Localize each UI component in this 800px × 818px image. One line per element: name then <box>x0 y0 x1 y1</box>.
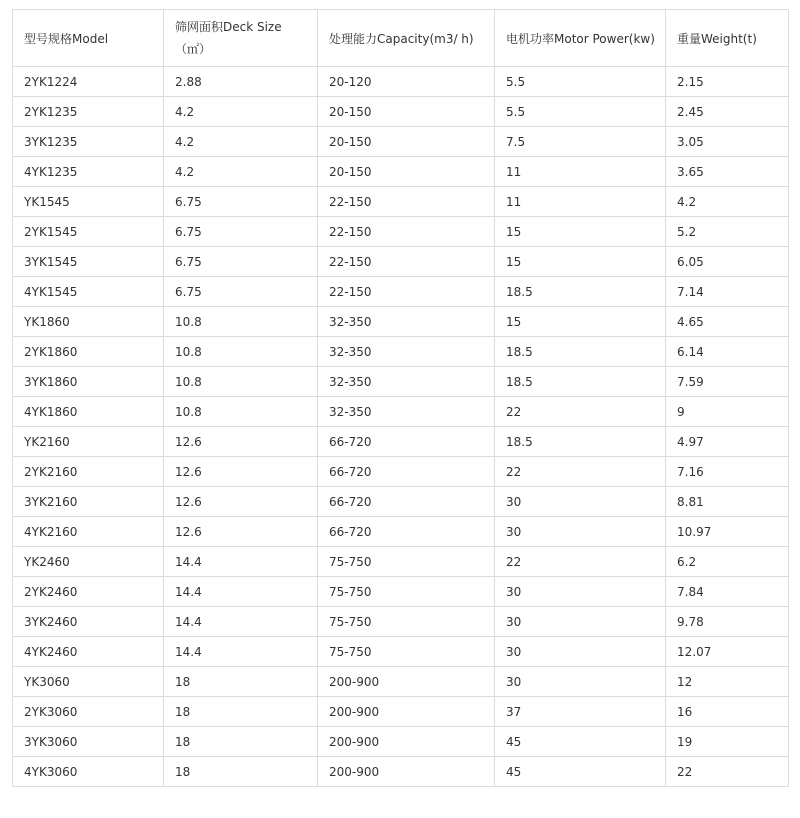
cell-motor-power: 15 <box>495 247 666 277</box>
cell-motor-power: 18.5 <box>495 367 666 397</box>
cell-deck-size: 6.75 <box>164 247 318 277</box>
cell-motor-power: 37 <box>495 697 666 727</box>
table-row <box>13 577 789 607</box>
cell-model: 2YK1224 <box>13 67 164 97</box>
cell-motor-power: 45 <box>495 727 666 757</box>
cell-motor-power: 15 <box>495 217 666 247</box>
cell-motor-power: 30 <box>495 577 666 607</box>
table-row <box>13 367 789 397</box>
cell-model: YK1860 <box>13 307 164 337</box>
cell-model: 4YK2160 <box>13 517 164 547</box>
cell-weight: 3.05 <box>666 127 789 157</box>
cell-weight: 9 <box>666 397 789 427</box>
cell-capacity: 200-900 <box>318 697 495 727</box>
cell-capacity: 66-720 <box>318 487 495 517</box>
cell-deck-size: 10.8 <box>164 337 318 367</box>
cell-motor-power: 5.5 <box>495 97 666 127</box>
cell-deck-size: 12.6 <box>164 487 318 517</box>
cell-weight: 7.59 <box>666 367 789 397</box>
cell-deck-size: 14.4 <box>164 637 318 667</box>
table-row <box>13 247 789 277</box>
cell-deck-size: 10.8 <box>164 307 318 337</box>
cell-model: 3YK1545 <box>13 247 164 277</box>
cell-model: 2YK2160 <box>13 457 164 487</box>
table-row <box>13 727 789 757</box>
cell-model: YK1545 <box>13 187 164 217</box>
cell-capacity: 66-720 <box>318 457 495 487</box>
cell-weight: 6.2 <box>666 547 789 577</box>
cell-deck-size: 18 <box>164 697 318 727</box>
cell-capacity: 75-750 <box>318 547 495 577</box>
header-deck-size-unit: （㎡） <box>175 42 212 56</box>
table-header-row <box>13 10 789 67</box>
cell-model: YK3060 <box>13 667 164 697</box>
cell-motor-power: 22 <box>495 397 666 427</box>
cell-capacity: 200-900 <box>318 667 495 697</box>
cell-capacity: 22-150 <box>318 277 495 307</box>
table-row <box>13 307 789 337</box>
table-row <box>13 187 789 217</box>
cell-motor-power: 5.5 <box>495 67 666 97</box>
cell-deck-size: 6.75 <box>164 187 318 217</box>
cell-capacity: 66-720 <box>318 427 495 457</box>
cell-deck-size: 18 <box>164 727 318 757</box>
cell-deck-size: 4.2 <box>164 127 318 157</box>
cell-weight: 7.16 <box>666 457 789 487</box>
table-row <box>13 757 789 787</box>
cell-capacity: 75-750 <box>318 577 495 607</box>
cell-deck-size: 10.8 <box>164 397 318 427</box>
spec-table <box>12 9 789 787</box>
cell-model: 3YK2460 <box>13 607 164 637</box>
cell-capacity: 22-150 <box>318 187 495 217</box>
cell-weight: 9.78 <box>666 607 789 637</box>
table-row <box>13 157 789 187</box>
cell-deck-size: 12.6 <box>164 427 318 457</box>
cell-deck-size: 4.2 <box>164 97 318 127</box>
cell-weight: 12 <box>666 667 789 697</box>
table-row <box>13 277 789 307</box>
table-row <box>13 517 789 547</box>
table-row <box>13 427 789 457</box>
cell-deck-size: 4.2 <box>164 157 318 187</box>
cell-model: 2YK2460 <box>13 577 164 607</box>
cell-capacity: 32-350 <box>318 337 495 367</box>
cell-weight: 7.14 <box>666 277 789 307</box>
spec-table-container <box>12 9 789 787</box>
cell-motor-power: 18.5 <box>495 427 666 457</box>
header-deck-size <box>164 10 318 67</box>
table-row <box>13 487 789 517</box>
cell-motor-power: 18.5 <box>495 277 666 307</box>
cell-capacity: 75-750 <box>318 607 495 637</box>
table-row <box>13 637 789 667</box>
cell-model: 2YK1235 <box>13 97 164 127</box>
cell-weight: 19 <box>666 727 789 757</box>
cell-motor-power: 11 <box>495 157 666 187</box>
header-weight: 重量Weight(t) <box>666 10 789 67</box>
cell-capacity: 22-150 <box>318 217 495 247</box>
cell-deck-size: 6.75 <box>164 217 318 247</box>
cell-model: 2YK1860 <box>13 337 164 367</box>
cell-weight: 22 <box>666 757 789 787</box>
table-row <box>13 607 789 637</box>
cell-motor-power: 45 <box>495 757 666 787</box>
cell-capacity: 200-900 <box>318 757 495 787</box>
header-motor-power: 电机功率Motor Power(kw) <box>495 10 666 67</box>
cell-model: 3YK1860 <box>13 367 164 397</box>
cell-capacity: 32-350 <box>318 367 495 397</box>
cell-motor-power: 22 <box>495 457 666 487</box>
table-row <box>13 217 789 247</box>
cell-motor-power: 30 <box>495 607 666 637</box>
cell-deck-size: 6.75 <box>164 277 318 307</box>
cell-capacity: 32-350 <box>318 307 495 337</box>
cell-model: YK2460 <box>13 547 164 577</box>
cell-capacity: 20-150 <box>318 157 495 187</box>
cell-weight: 16 <box>666 697 789 727</box>
cell-weight: 2.45 <box>666 97 789 127</box>
cell-model: 2YK1545 <box>13 217 164 247</box>
cell-motor-power: 15 <box>495 307 666 337</box>
cell-weight: 4.97 <box>666 427 789 457</box>
cell-model: 3YK2160 <box>13 487 164 517</box>
cell-weight: 7.84 <box>666 577 789 607</box>
cell-weight: 5.2 <box>666 217 789 247</box>
table-row <box>13 457 789 487</box>
cell-motor-power: 30 <box>495 487 666 517</box>
table-row <box>13 97 789 127</box>
cell-motor-power: 22 <box>495 547 666 577</box>
cell-model: 2YK3060 <box>13 697 164 727</box>
cell-model: 4YK1860 <box>13 397 164 427</box>
table-row <box>13 667 789 697</box>
cell-deck-size: 14.4 <box>164 607 318 637</box>
cell-deck-size: 10.8 <box>164 367 318 397</box>
table-row <box>13 397 789 427</box>
cell-model: 4YK1545 <box>13 277 164 307</box>
cell-model: YK2160 <box>13 427 164 457</box>
cell-model: 3YK3060 <box>13 727 164 757</box>
cell-deck-size: 12.6 <box>164 517 318 547</box>
cell-capacity: 22-150 <box>318 247 495 277</box>
cell-capacity: 75-750 <box>318 637 495 667</box>
cell-capacity: 200-900 <box>318 727 495 757</box>
cell-deck-size: 14.4 <box>164 577 318 607</box>
cell-weight: 6.05 <box>666 247 789 277</box>
cell-capacity: 20-120 <box>318 67 495 97</box>
cell-capacity: 20-150 <box>318 97 495 127</box>
cell-weight: 2.15 <box>666 67 789 97</box>
cell-weight: 10.97 <box>666 517 789 547</box>
cell-deck-size: 18 <box>164 667 318 697</box>
cell-weight: 4.65 <box>666 307 789 337</box>
cell-weight: 12.07 <box>666 637 789 667</box>
table-row <box>13 127 789 157</box>
cell-capacity: 20-150 <box>318 127 495 157</box>
cell-motor-power: 11 <box>495 187 666 217</box>
cell-model: 4YK1235 <box>13 157 164 187</box>
cell-motor-power: 18.5 <box>495 337 666 367</box>
header-deck-size-label: 筛网面积Deck Size <box>175 20 282 34</box>
header-capacity: 处理能力Capacity(m3/ h) <box>318 10 495 67</box>
cell-model: 4YK3060 <box>13 757 164 787</box>
cell-deck-size: 14.4 <box>164 547 318 577</box>
cell-deck-size: 2.88 <box>164 67 318 97</box>
cell-weight: 6.14 <box>666 337 789 367</box>
cell-weight: 3.65 <box>666 157 789 187</box>
cell-deck-size: 12.6 <box>164 457 318 487</box>
cell-motor-power: 30 <box>495 517 666 547</box>
cell-deck-size: 18 <box>164 757 318 787</box>
cell-weight: 8.81 <box>666 487 789 517</box>
cell-capacity: 66-720 <box>318 517 495 547</box>
cell-weight: 4.2 <box>666 187 789 217</box>
cell-motor-power: 7.5 <box>495 127 666 157</box>
cell-model: 3YK1235 <box>13 127 164 157</box>
header-model: 型号规格Model <box>13 10 164 67</box>
table-row <box>13 547 789 577</box>
table-row <box>13 337 789 367</box>
table-row <box>13 67 789 97</box>
cell-capacity: 32-350 <box>318 397 495 427</box>
cell-model: 4YK2460 <box>13 637 164 667</box>
cell-motor-power: 30 <box>495 667 666 697</box>
cell-motor-power: 30 <box>495 637 666 667</box>
table-row <box>13 697 789 727</box>
